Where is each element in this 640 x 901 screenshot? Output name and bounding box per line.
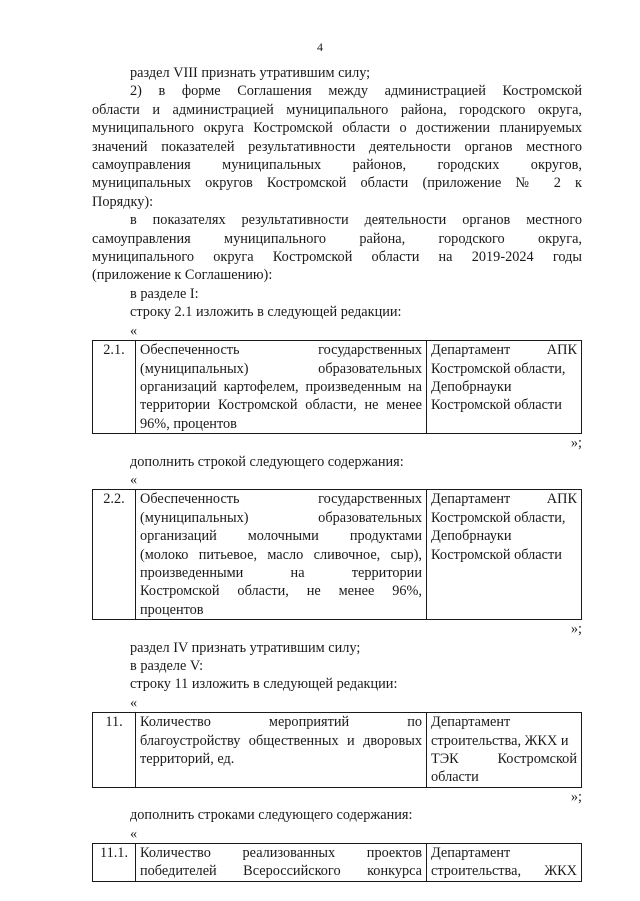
quote-open: « bbox=[130, 825, 138, 842]
department-cell bbox=[427, 341, 582, 434]
text-line: (муниципальных) образовательных bbox=[140, 360, 422, 377]
indicator-cell bbox=[136, 490, 427, 620]
text-line: Департамент АПК bbox=[431, 491, 577, 508]
text-line: самоуправления муниципального района, городского округа, bbox=[92, 230, 582, 247]
text-line: Депобрнауки bbox=[431, 528, 512, 545]
paragraph-add-row: дополнить строкой следующего содержания: bbox=[130, 453, 404, 470]
text-line: Костромской области, не менее 96%, bbox=[140, 583, 422, 600]
text-line: (приложение к Соглашению): bbox=[92, 267, 273, 284]
text-line: Обеспеченность государственных bbox=[140, 342, 422, 359]
paragraph-add-rows: дополнить строками следующего содержания: bbox=[130, 807, 413, 824]
paragraph-indicators bbox=[92, 211, 582, 285]
text-line: области bbox=[431, 769, 479, 786]
table-row-11-1 bbox=[92, 843, 582, 882]
text-line: Количество мероприятий по bbox=[140, 714, 422, 731]
quote-open: « bbox=[130, 471, 138, 488]
text-line: (муниципальных) образовательных bbox=[140, 509, 422, 526]
quote-close: »; bbox=[570, 788, 582, 805]
table-row-11 bbox=[92, 712, 582, 788]
paragraph-section-iv: раздел IV признать утратившим силу; bbox=[130, 639, 361, 656]
paragraph-section-v: в разделе V: bbox=[130, 658, 204, 674]
text-line: 2) в форме Соглашения между администрацией Костромской bbox=[130, 83, 582, 100]
text-line: строительства, ЖКХ bbox=[431, 863, 577, 880]
table-row-2-1 bbox=[92, 340, 582, 434]
row-number: 11.1. bbox=[93, 844, 136, 882]
text-line: территорий, ед. bbox=[140, 751, 235, 768]
text-line: области и администрацией муниципального района, городского округа, bbox=[92, 101, 582, 118]
row-number: 2.2. bbox=[93, 490, 136, 620]
row-number: 11. bbox=[93, 713, 136, 788]
quote-close: »; bbox=[570, 621, 582, 638]
department-cell bbox=[427, 490, 582, 620]
text-line: Костромской области, bbox=[431, 360, 566, 377]
text-line: Костромской области, bbox=[431, 509, 566, 526]
text-line: самоуправления муниципальных районов, городских округов, bbox=[92, 157, 582, 174]
text-line: Депобрнауки bbox=[431, 378, 512, 395]
department-cell bbox=[427, 713, 582, 788]
quote-close: »; bbox=[570, 435, 582, 452]
text-line: 96%, процентов bbox=[140, 415, 237, 432]
text-line: муниципального округа Костромской области на 2019-2024 годы bbox=[92, 249, 582, 266]
text-line: Количество реализованных проектов bbox=[140, 845, 422, 862]
department-cell bbox=[427, 844, 582, 882]
text-line: территории Костромской области, не менее bbox=[140, 397, 422, 414]
row-number: 2.1. bbox=[93, 341, 136, 434]
quote-open: « bbox=[130, 322, 138, 339]
paragraph-section-viii: раздел VIII признать утратившим силу; bbox=[130, 65, 371, 81]
paragraph-row-11-edit: строку 11 изложить в следующей редакции: bbox=[130, 676, 398, 693]
paragraph-row-21-edit: строку 2.1 изложить в следующей редакции: bbox=[130, 304, 402, 321]
document-body bbox=[92, 64, 582, 882]
text-line: Порядку): bbox=[92, 193, 154, 210]
text-line: Костромской области bbox=[431, 546, 562, 563]
text-line: процентов bbox=[140, 601, 204, 618]
paragraph-agreement-form bbox=[92, 82, 582, 211]
text-line: произведенными на территории bbox=[140, 564, 422, 581]
text-line: строительства, ЖКХ и bbox=[431, 732, 569, 749]
text-line: Обеспеченность государственных bbox=[140, 491, 422, 508]
page-number: 4 bbox=[317, 40, 323, 54]
text-line: Департамент bbox=[431, 714, 511, 731]
text-line: значений показателей результативности деятельности органов местного bbox=[92, 138, 582, 155]
text-line: (молоко питьевое, масло сливочное, сыр), bbox=[140, 546, 422, 563]
indicator-cell bbox=[136, 713, 427, 788]
text-line: Костромской области bbox=[431, 397, 562, 414]
text-line: ТЭК Костромской bbox=[431, 751, 577, 768]
text-line: в показателях результативности деятельности органов местного bbox=[130, 212, 582, 229]
text-line: муниципальных округов Костромской области (приложение № 2 к bbox=[92, 175, 582, 192]
text-line: муниципального округа Костромской области о достижении планируемых bbox=[92, 120, 582, 137]
text-line: Департамент АПК bbox=[431, 342, 577, 359]
paragraph-section-i: в разделе I: bbox=[130, 285, 199, 302]
text-line: организаций молочными продуктами bbox=[140, 528, 422, 545]
text-line: организаций картофелем, произведенным на bbox=[140, 378, 422, 395]
quote-open: « bbox=[130, 694, 138, 711]
text-line: благоустройству общественных и дворовых bbox=[140, 732, 422, 749]
text-line: Департамент bbox=[431, 845, 511, 862]
indicator-cell bbox=[136, 341, 427, 434]
table-row-2-2 bbox=[92, 489, 582, 620]
text-line: победителей Всероссийского конкурса bbox=[140, 863, 422, 880]
indicator-cell bbox=[136, 844, 427, 882]
